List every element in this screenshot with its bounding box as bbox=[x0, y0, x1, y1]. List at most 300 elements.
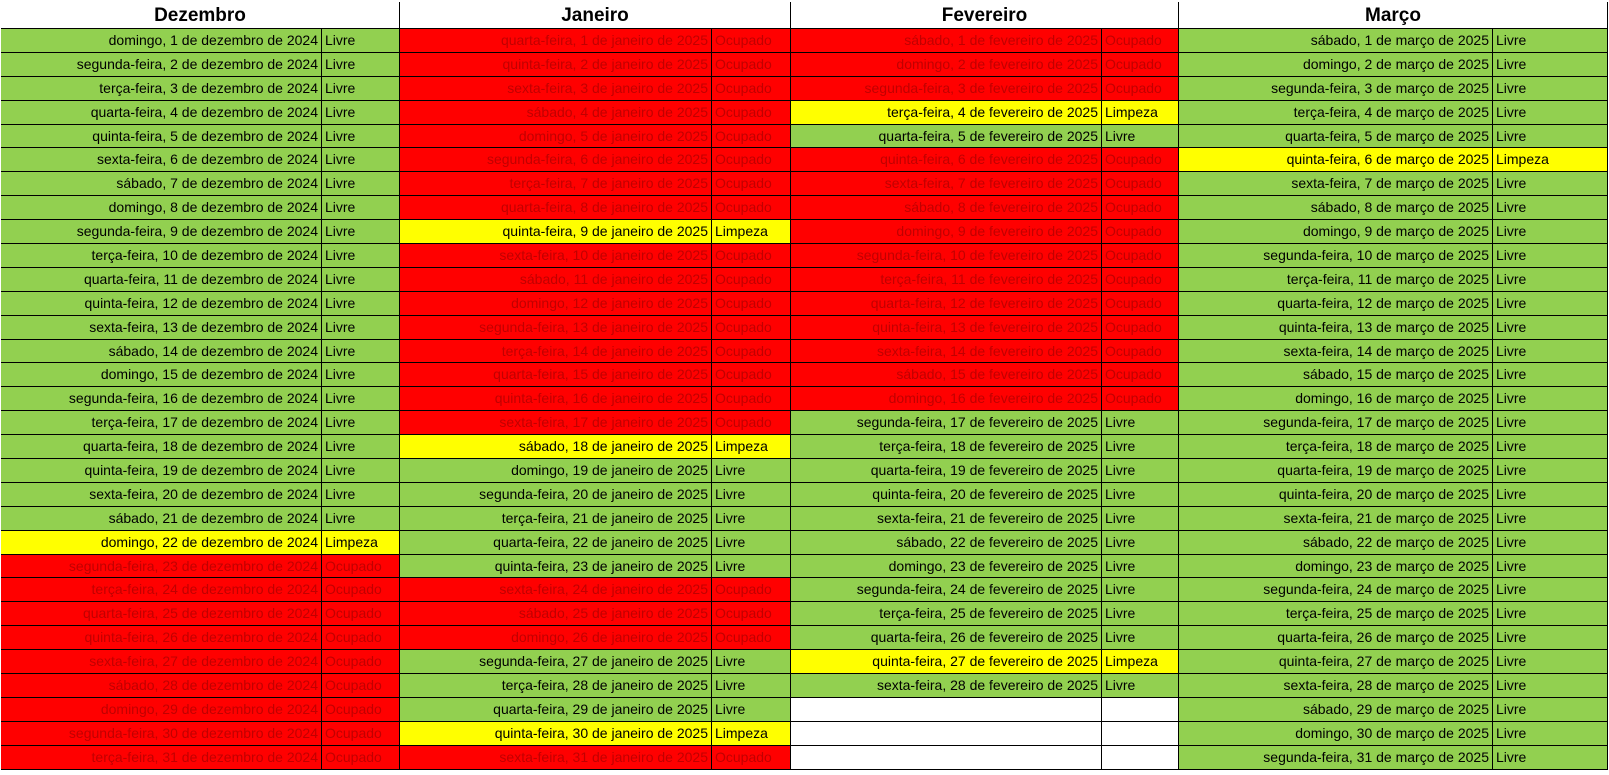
date-cell[interactable]: segunda-feira, 20 de janeiro de 2025 bbox=[400, 483, 712, 507]
status-cell[interactable]: Ocupado bbox=[712, 244, 791, 268]
status-cell[interactable]: Livre bbox=[1102, 459, 1179, 483]
day-row bbox=[1, 746, 400, 770]
status-cell[interactable]: Livre bbox=[322, 244, 400, 268]
date-cell[interactable]: terça-feira, 25 de fevereiro de 2025 bbox=[791, 602, 1102, 626]
day-row bbox=[400, 411, 791, 435]
status-cell[interactable]: Livre bbox=[1493, 220, 1608, 244]
status-cell[interactable]: Livre bbox=[1493, 77, 1608, 101]
status-cell[interactable]: Livre bbox=[1493, 459, 1608, 483]
day-row bbox=[400, 340, 791, 364]
date-cell[interactable]: sábado, 28 de dezembro de 2024 bbox=[1, 674, 322, 698]
day-row bbox=[791, 555, 1179, 579]
status-cell[interactable]: Livre bbox=[1102, 578, 1179, 602]
status-cell[interactable]: Ocupado bbox=[712, 292, 791, 316]
status-cell[interactable] bbox=[1102, 722, 1179, 746]
day-row bbox=[1179, 459, 1608, 483]
date-cell[interactable]: quarta-feira, 25 de dezembro de 2024 bbox=[1, 602, 322, 626]
status-cell[interactable]: Livre bbox=[1102, 507, 1179, 531]
date-cell[interactable]: quarta-feira, 18 de dezembro de 2024 bbox=[1, 435, 322, 459]
date-cell[interactable]: terça-feira, 3 de dezembro de 2024 bbox=[1, 77, 322, 101]
status-cell[interactable]: Livre bbox=[1493, 29, 1608, 53]
month-column-fevereiro bbox=[791, 2, 1179, 775]
date-cell[interactable]: sexta-feira, 7 de março de 2025 bbox=[1179, 172, 1493, 196]
status-cell[interactable]: Livre bbox=[1493, 411, 1608, 435]
date-cell[interactable]: quinta-feira, 27 de fevereiro de 2025 bbox=[791, 650, 1102, 674]
status-cell[interactable]: Livre bbox=[1493, 363, 1608, 387]
status-cell[interactable]: Livre bbox=[712, 674, 791, 698]
status-cell[interactable]: Limpeza bbox=[322, 531, 400, 555]
status-cell[interactable]: Ocupado bbox=[1102, 196, 1179, 220]
date-cell[interactable]: quarta-feira, 26 de março de 2025 bbox=[1179, 626, 1493, 650]
date-cell[interactable]: quarta-feira, 12 de fevereiro de 2025 bbox=[791, 292, 1102, 316]
date-cell[interactable]: sábado, 7 de dezembro de 2024 bbox=[1, 172, 322, 196]
status-cell[interactable]: Livre bbox=[712, 555, 791, 579]
date-cell[interactable]: sábado, 1 de março de 2025 bbox=[1179, 29, 1493, 53]
status-cell[interactable]: Livre bbox=[712, 650, 791, 674]
date-cell[interactable]: quinta-feira, 30 de janeiro de 2025 bbox=[400, 722, 712, 746]
status-cell[interactable]: Livre bbox=[322, 172, 400, 196]
date-cell[interactable]: quarta-feira, 15 de janeiro de 2025 bbox=[400, 363, 712, 387]
date-cell[interactable]: quinta-feira, 6 de março de 2025 bbox=[1179, 148, 1493, 172]
day-row bbox=[400, 29, 791, 53]
status-cell[interactable]: Livre bbox=[322, 53, 400, 77]
status-cell[interactable]: Livre bbox=[322, 220, 400, 244]
day-row bbox=[791, 698, 1179, 722]
date-cell[interactable]: segunda-feira, 30 de dezembro de 2024 bbox=[1, 722, 322, 746]
status-cell[interactable]: Livre bbox=[1493, 674, 1608, 698]
status-cell[interactable]: Livre bbox=[1493, 196, 1608, 220]
status-cell[interactable]: Limpeza bbox=[712, 722, 791, 746]
date-cell[interactable]: sábado, 15 de março de 2025 bbox=[1179, 363, 1493, 387]
date-cell[interactable]: quarta-feira, 22 de janeiro de 2025 bbox=[400, 531, 712, 555]
month-header[interactable]: Fevereiro bbox=[791, 2, 1179, 29]
day-row bbox=[1179, 698, 1608, 722]
date-cell[interactable]: quarta-feira, 5 de março de 2025 bbox=[1179, 125, 1493, 149]
status-cell[interactable]: Livre bbox=[1493, 435, 1608, 459]
date-cell[interactable]: sexta-feira, 14 de março de 2025 bbox=[1179, 340, 1493, 364]
status-cell[interactable]: Ocupado bbox=[712, 29, 791, 53]
status-cell[interactable]: Ocupado bbox=[322, 626, 400, 650]
day-row bbox=[1, 602, 400, 626]
status-cell[interactable]: Livre bbox=[1493, 650, 1608, 674]
day-row bbox=[1, 340, 400, 364]
date-cell[interactable]: terça-feira, 17 de dezembro de 2024 bbox=[1, 411, 322, 435]
status-cell[interactable]: Livre bbox=[1493, 125, 1608, 149]
status-cell[interactable]: Livre bbox=[1493, 626, 1608, 650]
date-cell[interactable]: quarta-feira, 19 de março de 2025 bbox=[1179, 459, 1493, 483]
date-cell[interactable]: quinta-feira, 16 de janeiro de 2025 bbox=[400, 387, 712, 411]
status-cell[interactable]: Livre bbox=[322, 77, 400, 101]
date-cell[interactable]: terça-feira, 7 de janeiro de 2025 bbox=[400, 172, 712, 196]
date-cell[interactable]: quinta-feira, 2 de janeiro de 2025 bbox=[400, 53, 712, 77]
status-cell[interactable]: Ocupado bbox=[712, 148, 791, 172]
day-row bbox=[791, 531, 1179, 555]
day-row bbox=[791, 602, 1179, 626]
date-cell[interactable]: quarta-feira, 4 de dezembro de 2024 bbox=[1, 101, 322, 125]
day-row bbox=[400, 650, 791, 674]
status-cell[interactable]: Livre bbox=[1102, 555, 1179, 579]
month-header[interactable]: Dezembro bbox=[1, 2, 400, 29]
date-cell[interactable]: quinta-feira, 6 de fevereiro de 2025 bbox=[791, 148, 1102, 172]
day-row bbox=[400, 53, 791, 77]
day-row bbox=[1179, 77, 1608, 101]
date-cell[interactable]: terça-feira, 11 de março de 2025 bbox=[1179, 268, 1493, 292]
status-cell[interactable]: Ocupado bbox=[322, 650, 400, 674]
date-cell[interactable]: terça-feira, 10 de dezembro de 2024 bbox=[1, 244, 322, 268]
date-cell[interactable]: quarta-feira, 1 de janeiro de 2025 bbox=[400, 29, 712, 53]
date-cell[interactable]: segunda-feira, 17 de março de 2025 bbox=[1179, 411, 1493, 435]
date-cell[interactable]: domingo, 15 de dezembro de 2024 bbox=[1, 363, 322, 387]
status-cell[interactable]: Livre bbox=[1493, 292, 1608, 316]
date-cell[interactable]: sexta-feira, 7 de fevereiro de 2025 bbox=[791, 172, 1102, 196]
status-cell[interactable]: Livre bbox=[1493, 531, 1608, 555]
status-cell[interactable]: Ocupado bbox=[712, 340, 791, 364]
date-cell[interactable]: quinta-feira, 20 de fevereiro de 2025 bbox=[791, 483, 1102, 507]
date-cell[interactable]: sábado, 22 de fevereiro de 2025 bbox=[791, 531, 1102, 555]
status-cell[interactable] bbox=[1102, 746, 1179, 770]
status-cell[interactable]: Ocupado bbox=[712, 578, 791, 602]
status-cell[interactable]: Ocupado bbox=[712, 77, 791, 101]
date-cell[interactable]: sábado, 29 de março de 2025 bbox=[1179, 698, 1493, 722]
date-cell[interactable]: sábado, 8 de fevereiro de 2025 bbox=[791, 196, 1102, 220]
status-cell[interactable]: Livre bbox=[712, 531, 791, 555]
date-cell[interactable]: segunda-feira, 23 de dezembro de 2024 bbox=[1, 555, 322, 579]
status-cell[interactable]: Ocupado bbox=[712, 363, 791, 387]
day-row bbox=[791, 722, 1179, 746]
status-cell[interactable]: Livre bbox=[1493, 268, 1608, 292]
status-cell[interactable]: Livre bbox=[322, 459, 400, 483]
status-cell[interactable]: Limpeza bbox=[1493, 148, 1608, 172]
status-cell[interactable]: Ocupado bbox=[712, 626, 791, 650]
day-row bbox=[400, 507, 791, 531]
status-cell[interactable]: Livre bbox=[1493, 746, 1608, 770]
status-cell[interactable]: Livre bbox=[322, 316, 400, 340]
status-cell[interactable]: Livre bbox=[1493, 172, 1608, 196]
date-cell[interactable]: sexta-feira, 20 de dezembro de 2024 bbox=[1, 483, 322, 507]
status-cell[interactable]: Ocupado bbox=[1102, 292, 1179, 316]
status-cell[interactable]: Ocupado bbox=[712, 172, 791, 196]
day-row bbox=[400, 602, 791, 626]
day-row bbox=[1179, 148, 1608, 172]
status-cell[interactable]: Livre bbox=[1493, 555, 1608, 579]
month-column-janeiro bbox=[400, 2, 791, 775]
status-cell[interactable]: Ocupado bbox=[1102, 148, 1179, 172]
date-cell[interactable]: sexta-feira, 28 de fevereiro de 2025 bbox=[791, 674, 1102, 698]
day-row bbox=[1, 101, 400, 125]
date-cell[interactable]: segunda-feira, 3 de fevereiro de 2025 bbox=[791, 77, 1102, 101]
status-cell[interactable]: Livre bbox=[1102, 483, 1179, 507]
status-cell[interactable]: Ocupado bbox=[1102, 340, 1179, 364]
day-row bbox=[791, 77, 1179, 101]
status-cell[interactable]: Ocupado bbox=[322, 602, 400, 626]
date-cell[interactable]: segunda-feira, 24 de março de 2025 bbox=[1179, 578, 1493, 602]
status-cell[interactable]: Ocupado bbox=[322, 746, 400, 770]
date-cell[interactable]: terça-feira, 25 de março de 2025 bbox=[1179, 602, 1493, 626]
status-cell[interactable]: Livre bbox=[1493, 387, 1608, 411]
status-cell[interactable]: Ocupado bbox=[712, 125, 791, 149]
date-cell[interactable]: sexta-feira, 21 de fevereiro de 2025 bbox=[791, 507, 1102, 531]
date-cell[interactable]: domingo, 19 de janeiro de 2025 bbox=[400, 459, 712, 483]
date-cell[interactable]: quinta-feira, 20 de março de 2025 bbox=[1179, 483, 1493, 507]
status-cell[interactable]: Livre bbox=[1493, 316, 1608, 340]
date-cell[interactable]: sexta-feira, 27 de dezembro de 2024 bbox=[1, 650, 322, 674]
date-cell[interactable]: quarta-feira, 8 de janeiro de 2025 bbox=[400, 196, 712, 220]
status-cell[interactable]: Livre bbox=[1493, 340, 1608, 364]
date-cell[interactable]: sábado, 11 de janeiro de 2025 bbox=[400, 268, 712, 292]
date-cell[interactable]: domingo, 23 de fevereiro de 2025 bbox=[791, 555, 1102, 579]
date-cell[interactable]: sexta-feira, 3 de janeiro de 2025 bbox=[400, 77, 712, 101]
day-row bbox=[1179, 292, 1608, 316]
date-cell[interactable]: domingo, 22 de dezembro de 2024 bbox=[1, 531, 322, 555]
status-cell[interactable]: Ocupado bbox=[712, 268, 791, 292]
status-cell[interactable]: Livre bbox=[322, 125, 400, 149]
date-cell[interactable]: sábado, 25 de janeiro de 2025 bbox=[400, 602, 712, 626]
date-cell[interactable]: domingo, 26 de janeiro de 2025 bbox=[400, 626, 712, 650]
date-cell[interactable]: sexta-feira, 10 de janeiro de 2025 bbox=[400, 244, 712, 268]
date-cell[interactable]: terça-feira, 28 de janeiro de 2025 bbox=[400, 674, 712, 698]
day-row bbox=[1, 53, 400, 77]
date-cell[interactable]: quinta-feira, 27 de março de 2025 bbox=[1179, 650, 1493, 674]
status-cell[interactable]: Ocupado bbox=[1102, 244, 1179, 268]
date-cell[interactable]: segunda-feira, 17 de fevereiro de 2025 bbox=[791, 411, 1102, 435]
date-cell[interactable]: quinta-feira, 13 de março de 2025 bbox=[1179, 316, 1493, 340]
status-cell[interactable]: Livre bbox=[1102, 435, 1179, 459]
status-cell[interactable]: Livre bbox=[322, 340, 400, 364]
day-row bbox=[1, 674, 400, 698]
date-cell[interactable]: segunda-feira, 27 de janeiro de 2025 bbox=[400, 650, 712, 674]
status-cell[interactable]: Limpeza bbox=[712, 220, 791, 244]
date-cell[interactable] bbox=[791, 698, 1102, 722]
date-cell[interactable]: segunda-feira, 10 de fevereiro de 2025 bbox=[791, 244, 1102, 268]
day-row bbox=[1179, 746, 1608, 770]
date-cell[interactable]: terça-feira, 4 de março de 2025 bbox=[1179, 101, 1493, 125]
date-cell[interactable]: quarta-feira, 5 de fevereiro de 2025 bbox=[791, 125, 1102, 149]
date-cell[interactable] bbox=[791, 746, 1102, 770]
status-cell[interactable]: Livre bbox=[1102, 626, 1179, 650]
status-cell[interactable]: Livre bbox=[1493, 507, 1608, 531]
month-column-dezembro bbox=[1, 2, 400, 775]
date-cell[interactable]: quinta-feira, 12 de dezembro de 2024 bbox=[1, 292, 322, 316]
day-row bbox=[1, 77, 400, 101]
date-cell[interactable]: quinta-feira, 23 de janeiro de 2025 bbox=[400, 555, 712, 579]
status-cell[interactable]: Livre bbox=[1102, 531, 1179, 555]
day-row bbox=[791, 220, 1179, 244]
day-row bbox=[1179, 602, 1608, 626]
status-cell[interactable]: Livre bbox=[322, 363, 400, 387]
status-cell[interactable]: Livre bbox=[322, 387, 400, 411]
date-cell[interactable] bbox=[791, 722, 1102, 746]
date-cell[interactable]: sexta-feira, 28 de março de 2025 bbox=[1179, 674, 1493, 698]
day-row bbox=[1, 172, 400, 196]
date-cell[interactable]: quinta-feira, 19 de dezembro de 2024 bbox=[1, 459, 322, 483]
status-cell[interactable]: Limpeza bbox=[1102, 101, 1179, 125]
date-cell[interactable]: segunda-feira, 24 de fevereiro de 2025 bbox=[791, 578, 1102, 602]
status-cell[interactable]: Ocupado bbox=[1102, 77, 1179, 101]
day-row bbox=[791, 674, 1179, 698]
date-cell[interactable]: segunda-feira, 9 de dezembro de 2024 bbox=[1, 220, 322, 244]
status-cell[interactable]: Livre bbox=[322, 101, 400, 125]
status-cell[interactable]: Ocupado bbox=[1102, 316, 1179, 340]
month-header[interactable]: Março bbox=[1179, 2, 1608, 29]
status-cell[interactable]: Livre bbox=[1102, 411, 1179, 435]
date-cell[interactable]: terça-feira, 18 de março de 2025 bbox=[1179, 435, 1493, 459]
date-cell[interactable]: quinta-feira, 5 de dezembro de 2024 bbox=[1, 125, 322, 149]
date-cell[interactable]: segunda-feira, 16 de dezembro de 2024 bbox=[1, 387, 322, 411]
status-cell[interactable]: Livre bbox=[322, 196, 400, 220]
date-cell[interactable]: domingo, 2 de março de 2025 bbox=[1179, 53, 1493, 77]
status-cell[interactable]: Limpeza bbox=[1102, 650, 1179, 674]
date-cell[interactable]: segunda-feira, 3 de março de 2025 bbox=[1179, 77, 1493, 101]
date-cell[interactable]: domingo, 2 de fevereiro de 2025 bbox=[791, 53, 1102, 77]
date-cell[interactable]: sexta-feira, 17 de janeiro de 2025 bbox=[400, 411, 712, 435]
date-cell[interactable]: terça-feira, 21 de janeiro de 2025 bbox=[400, 507, 712, 531]
status-cell[interactable]: Ocupado bbox=[712, 602, 791, 626]
date-cell[interactable]: sexta-feira, 14 de fevereiro de 2025 bbox=[791, 340, 1102, 364]
status-cell[interactable]: Ocupado bbox=[322, 555, 400, 579]
date-cell[interactable]: sábado, 18 de janeiro de 2025 bbox=[400, 435, 712, 459]
date-cell[interactable]: sábado, 22 de março de 2025 bbox=[1179, 531, 1493, 555]
date-cell[interactable]: quinta-feira, 13 de fevereiro de 2025 bbox=[791, 316, 1102, 340]
date-cell[interactable]: terça-feira, 31 de dezembro de 2024 bbox=[1, 746, 322, 770]
status-cell[interactable]: Livre bbox=[1493, 722, 1608, 746]
day-row bbox=[1, 125, 400, 149]
date-cell[interactable]: domingo, 16 de março de 2025 bbox=[1179, 387, 1493, 411]
status-cell[interactable]: Livre bbox=[712, 459, 791, 483]
day-row bbox=[791, 29, 1179, 53]
day-row bbox=[400, 387, 791, 411]
date-cell[interactable]: terça-feira, 18 de fevereiro de 2025 bbox=[791, 435, 1102, 459]
date-cell[interactable]: quinta-feira, 26 de dezembro de 2024 bbox=[1, 626, 322, 650]
date-cell[interactable]: quarta-feira, 12 de março de 2025 bbox=[1179, 292, 1493, 316]
status-cell[interactable]: Livre bbox=[322, 411, 400, 435]
status-cell[interactable]: Livre bbox=[712, 698, 791, 722]
date-cell[interactable]: terça-feira, 24 de dezembro de 2024 bbox=[1, 578, 322, 602]
status-cell[interactable]: Ocupado bbox=[322, 674, 400, 698]
date-cell[interactable]: sábado, 1 de fevereiro de 2025 bbox=[791, 29, 1102, 53]
date-cell[interactable]: domingo, 23 de março de 2025 bbox=[1179, 555, 1493, 579]
status-cell[interactable]: Ocupado bbox=[712, 411, 791, 435]
status-cell[interactable]: Ocupado bbox=[1102, 53, 1179, 77]
status-cell[interactable]: Livre bbox=[322, 292, 400, 316]
date-cell[interactable]: sábado, 21 de dezembro de 2024 bbox=[1, 507, 322, 531]
status-cell[interactable]: Livre bbox=[322, 29, 400, 53]
status-cell[interactable]: Livre bbox=[1493, 698, 1608, 722]
date-cell[interactable]: domingo, 5 de janeiro de 2025 bbox=[400, 125, 712, 149]
status-cell[interactable]: Livre bbox=[1493, 244, 1608, 268]
status-cell[interactable]: Ocupado bbox=[712, 316, 791, 340]
date-cell[interactable]: quarta-feira, 19 de fevereiro de 2025 bbox=[791, 459, 1102, 483]
status-cell[interactable]: Ocupado bbox=[712, 101, 791, 125]
status-cell[interactable]: Ocupado bbox=[1102, 172, 1179, 196]
status-cell[interactable] bbox=[1102, 698, 1179, 722]
date-cell[interactable]: domingo, 8 de dezembro de 2024 bbox=[1, 196, 322, 220]
date-cell[interactable]: segunda-feira, 6 de janeiro de 2025 bbox=[400, 148, 712, 172]
date-cell[interactable]: sábado, 8 de março de 2025 bbox=[1179, 196, 1493, 220]
day-row bbox=[791, 626, 1179, 650]
date-cell[interactable]: sexta-feira, 6 de dezembro de 2024 bbox=[1, 148, 322, 172]
status-cell[interactable]: Ocupado bbox=[1102, 29, 1179, 53]
status-cell[interactable]: Ocupado bbox=[712, 746, 791, 770]
status-cell[interactable]: Limpeza bbox=[712, 435, 791, 459]
status-cell[interactable]: Livre bbox=[1493, 53, 1608, 77]
status-cell[interactable]: Livre bbox=[322, 435, 400, 459]
status-cell[interactable]: Livre bbox=[1493, 483, 1608, 507]
month-header[interactable]: Janeiro bbox=[400, 2, 791, 29]
day-row bbox=[791, 387, 1179, 411]
date-cell[interactable]: sexta-feira, 21 de março de 2025 bbox=[1179, 507, 1493, 531]
date-cell[interactable]: domingo, 12 de janeiro de 2025 bbox=[400, 292, 712, 316]
day-row bbox=[791, 340, 1179, 364]
date-cell[interactable]: quarta-feira, 11 de dezembro de 2024 bbox=[1, 268, 322, 292]
status-cell[interactable]: Livre bbox=[322, 148, 400, 172]
date-cell[interactable]: domingo, 9 de fevereiro de 2025 bbox=[791, 220, 1102, 244]
status-cell[interactable]: Livre bbox=[712, 507, 791, 531]
date-cell[interactable]: sábado, 15 de fevereiro de 2025 bbox=[791, 363, 1102, 387]
date-cell[interactable]: segunda-feira, 2 de dezembro de 2024 bbox=[1, 53, 322, 77]
status-cell[interactable]: Ocupado bbox=[1102, 387, 1179, 411]
date-cell[interactable]: sexta-feira, 24 de janeiro de 2025 bbox=[400, 578, 712, 602]
date-cell[interactable]: quinta-feira, 9 de janeiro de 2025 bbox=[400, 220, 712, 244]
date-cell[interactable]: segunda-feira, 10 de março de 2025 bbox=[1179, 244, 1493, 268]
date-cell[interactable]: quarta-feira, 29 de janeiro de 2025 bbox=[400, 698, 712, 722]
status-cell[interactable]: Livre bbox=[1102, 602, 1179, 626]
status-cell[interactable]: Livre bbox=[712, 483, 791, 507]
date-cell[interactable]: sábado, 4 de janeiro de 2025 bbox=[400, 101, 712, 125]
date-cell[interactable]: sexta-feira, 13 de dezembro de 2024 bbox=[1, 316, 322, 340]
date-cell[interactable]: terça-feira, 11 de fevereiro de 2025 bbox=[791, 268, 1102, 292]
status-cell[interactable]: Ocupado bbox=[1102, 220, 1179, 244]
day-row bbox=[1, 698, 400, 722]
status-cell[interactable]: Livre bbox=[1493, 101, 1608, 125]
status-cell[interactable]: Livre bbox=[322, 268, 400, 292]
date-cell[interactable]: domingo, 16 de fevereiro de 2025 bbox=[791, 387, 1102, 411]
status-cell[interactable]: Livre bbox=[1102, 674, 1179, 698]
status-cell[interactable]: Ocupado bbox=[712, 53, 791, 77]
date-cell[interactable]: sábado, 14 de dezembro de 2024 bbox=[1, 340, 322, 364]
status-cell[interactable]: Livre bbox=[1102, 125, 1179, 149]
status-cell[interactable]: Ocupado bbox=[1102, 363, 1179, 387]
status-cell[interactable]: Ocupado bbox=[1102, 268, 1179, 292]
day-row bbox=[791, 268, 1179, 292]
status-cell[interactable]: Livre bbox=[322, 507, 400, 531]
date-cell[interactable]: terça-feira, 4 de fevereiro de 2025 bbox=[791, 101, 1102, 125]
day-row bbox=[400, 148, 791, 172]
date-cell[interactable]: domingo, 30 de março de 2025 bbox=[1179, 722, 1493, 746]
date-cell[interactable]: quarta-feira, 26 de fevereiro de 2025 bbox=[791, 626, 1102, 650]
day-row bbox=[400, 555, 791, 579]
status-cell[interactable]: Ocupado bbox=[712, 196, 791, 220]
day-row bbox=[791, 172, 1179, 196]
status-cell[interactable]: Livre bbox=[322, 483, 400, 507]
day-row bbox=[1179, 268, 1608, 292]
day-row bbox=[1, 292, 400, 316]
status-cell[interactable]: Ocupado bbox=[322, 698, 400, 722]
status-cell[interactable]: Ocupado bbox=[322, 722, 400, 746]
day-row bbox=[1179, 507, 1608, 531]
status-cell[interactable]: Livre bbox=[1493, 578, 1608, 602]
date-cell[interactable]: segunda-feira, 31 de março de 2025 bbox=[1179, 746, 1493, 770]
date-cell[interactable]: sexta-feira, 31 de janeiro de 2025 bbox=[400, 746, 712, 770]
day-row bbox=[1179, 411, 1608, 435]
date-cell[interactable]: domingo, 9 de março de 2025 bbox=[1179, 220, 1493, 244]
date-cell[interactable]: segunda-feira, 13 de janeiro de 2025 bbox=[400, 316, 712, 340]
date-cell[interactable]: terça-feira, 14 de janeiro de 2025 bbox=[400, 340, 712, 364]
date-cell[interactable]: domingo, 1 de dezembro de 2024 bbox=[1, 29, 322, 53]
status-cell[interactable]: Ocupado bbox=[322, 578, 400, 602]
date-cell[interactable]: domingo, 29 de dezembro de 2024 bbox=[1, 698, 322, 722]
status-cell[interactable]: Ocupado bbox=[712, 387, 791, 411]
status-cell[interactable]: Livre bbox=[1493, 602, 1608, 626]
